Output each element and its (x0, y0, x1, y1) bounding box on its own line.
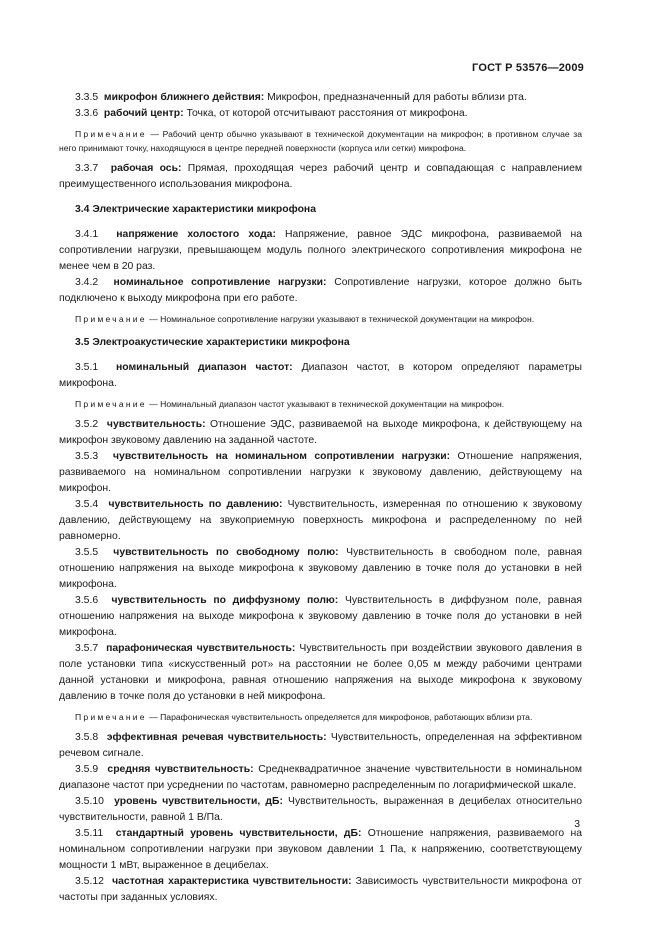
definition-paragraph (59, 360, 582, 392)
defined-term: рабочий центр: (103, 108, 184, 119)
definition-text: Напряжение, равное ЭДС микрофона, развиваемой на сопротивлении нагрузки, превышающем модуль полного электрического сопротивления микрофона не менее чем в 20 раз. (59, 229, 583, 272)
defined-term: стандартный уровень чувствительности, дБ: (115, 828, 362, 839)
clause-number: 3.5.9 (75, 764, 99, 775)
clause-number: 3.5.12 (75, 876, 104, 887)
definition-text: Чувствительность, определенная на эффективном речевом сигнале. (59, 732, 583, 759)
clause-number: 3.3.7 (75, 163, 99, 174)
definition-paragraph (59, 497, 582, 545)
note-paragraph (59, 710, 582, 724)
defined-term: парафоническая чувствительность: (106, 643, 296, 654)
definition-text: Отношение ЭДС, развиваемой на выходе микрофона, к действующему на микрофон звуковому давлению на заданной частоте. (59, 419, 582, 446)
clause-number: 3.5.8 (75, 732, 99, 743)
note-text: — Номинальный диапазон частот указывают в технической документации на микрофон. (149, 399, 505, 409)
definition-text: Чувствительность, измеренная по отношению к звуковому давлению, действующему на звукоприемную поверхность микрофона и распределенному по ней равномерно. (59, 499, 582, 542)
defined-term: номинальное сопротивление нагрузки: (113, 277, 327, 288)
definition-text: Чувствительность в свободном поле, равная отношению напряжения на выходе микрофона к звуковому давлению в точке поля до установки в ней микрофона. (59, 547, 582, 590)
defined-term: средняя чувствительность: (107, 764, 254, 775)
clause-number: 3.5.5 (75, 547, 99, 558)
definition-paragraph (59, 826, 582, 874)
definition-paragraph (59, 449, 582, 497)
definition-text: Микрофон, предназначенный для работы вблизи рта. (267, 92, 527, 103)
defined-term: частотная характеристика чувствительности: (112, 876, 352, 887)
clause-number: 3.5.10 (75, 796, 104, 807)
note-paragraph (59, 127, 582, 155)
definition-paragraph (59, 161, 582, 193)
definition-text: Диапазон частот, в котором определяют параметры микрофона. (59, 362, 582, 389)
defined-term: рабочая ось: (110, 163, 182, 174)
clause-number: 3.4.2 (75, 277, 99, 288)
note-text: — Номинальное сопротивление нагрузки указывают в технической документации на микрофон. (149, 314, 535, 324)
definition-paragraph (59, 545, 582, 593)
note-text: — Парафоническая чувствительность определяется для микрофонов, работающих вблизи рта. (149, 712, 533, 722)
clause-number: 3.3.6 (75, 108, 99, 119)
definition-paragraph (59, 593, 582, 641)
note-paragraph (59, 312, 582, 326)
document-header: ГОСТ Р 53576—2009 (472, 62, 584, 74)
definition-text: Отношение напряжения, развиваемого на номинальном сопротивлении нагрузки к звуковому давлению, действующему на микрофон. (59, 451, 582, 494)
definition-paragraph (59, 794, 582, 826)
defined-term: эффективная речевая чувствительность: (106, 732, 327, 743)
clause-number: 3.5.4 (75, 499, 99, 510)
definition-paragraph (59, 275, 582, 307)
definition-paragraph (59, 417, 582, 449)
defined-term: напряжение холостого хода: (116, 229, 276, 240)
definition-paragraph (59, 730, 582, 762)
note-text: — Рабочий центр обычно указывают в технической документации на микрофон; в противном случае за него принимают точку, находящуюся в центре передней поверхности (корпуса или сетки) микрофона. (59, 129, 582, 153)
page-number: 3 (574, 819, 580, 830)
definition-text: Чувствительность при воздействии звукового давления в поле установки типа «искусственный рот» на расстоянии не более 0,05 м между рабочими центрами данной установки и микрофона, равная отношению напряжения на выходе микрофона к звуковому давлению в точке поля до установки в ней микрофона. (59, 643, 582, 702)
defined-term: номинальный диапазон частот: (115, 362, 293, 373)
definition-text: Зависимость чувствительности микрофона от частоты при заданных условиях. (59, 876, 582, 903)
document-body (59, 90, 582, 906)
note-label: Примечание (75, 129, 147, 139)
definition-paragraph (59, 106, 582, 122)
definition-text: Точка, от которой отсчитывают расстояния от микрофона. (186, 108, 468, 119)
note-label: Примечание (75, 314, 147, 324)
clause-number: 3.4.1 (75, 229, 99, 240)
definition-text: Чувствительность, выраженная в децибелах относительно чувствительности, равной 1 В/Па. (59, 796, 582, 823)
defined-term: чувствительность по свободному полю: (113, 547, 339, 558)
clause-number: 3.5.3 (75, 451, 99, 462)
definition-text: Прямая, проходящая через рабочий центр и совпадающая с направлением преимущественного использования микрофона. (59, 163, 583, 190)
clause-number: 3.5.2 (75, 419, 99, 430)
clause-number: 3.5.11 (75, 828, 104, 839)
note-label: Примечание (75, 399, 147, 409)
definition-text: Отношение напряжения, развиваемого на номинальном сопротивлении нагрузки при звуковом давлении 1 Па, к напряжению, соответствующему мощности 1 мВт, выраженное в децибелах. (59, 828, 582, 871)
definition-paragraph (59, 762, 582, 794)
definition-paragraph (59, 874, 582, 906)
section-heading: 3.4 Электрические характеристики микрофона (75, 204, 316, 215)
definition-text: Среднеквадратичное значение чувствительности в номинальном диапазоне частот при усреднении по частотам, равномерно распределенным по логарифмической шкале. (59, 764, 582, 791)
note-paragraph (59, 397, 582, 411)
clause-number: 3.5.7 (75, 643, 99, 654)
note-label: Примечание (75, 712, 147, 722)
clause-number: 3.5.6 (75, 595, 99, 606)
definition-text: Чувствительность в диффузном поле, равная отношению напряжения на выходе микрофона к звуковому давлению в точке поля до установки в ней микрофона. (59, 595, 583, 638)
defined-term: чувствительность по диффузному полю: (111, 595, 339, 606)
section-heading: 3.5 Электроакустические характеристики микрофона (75, 337, 350, 348)
defined-term: чувствительность по давлению: (108, 499, 283, 510)
defined-term: чувствительность: (106, 419, 206, 430)
clause-number: 3.5.1 (75, 362, 99, 373)
clause-number: 3.3.5 (75, 92, 99, 103)
defined-term: уровень чувствительности, дБ: (114, 796, 283, 807)
definition-text: Сопротивление нагрузки, которое должно быть подключено к выходу микрофона при его работе. (59, 277, 582, 304)
definition-paragraph (59, 641, 582, 705)
definition-paragraph (59, 227, 582, 275)
definition-paragraph (59, 90, 582, 106)
defined-term: микрофон ближнего действия: (103, 92, 265, 103)
defined-term: чувствительность на номинальном сопротивлении нагрузки: (113, 451, 451, 462)
